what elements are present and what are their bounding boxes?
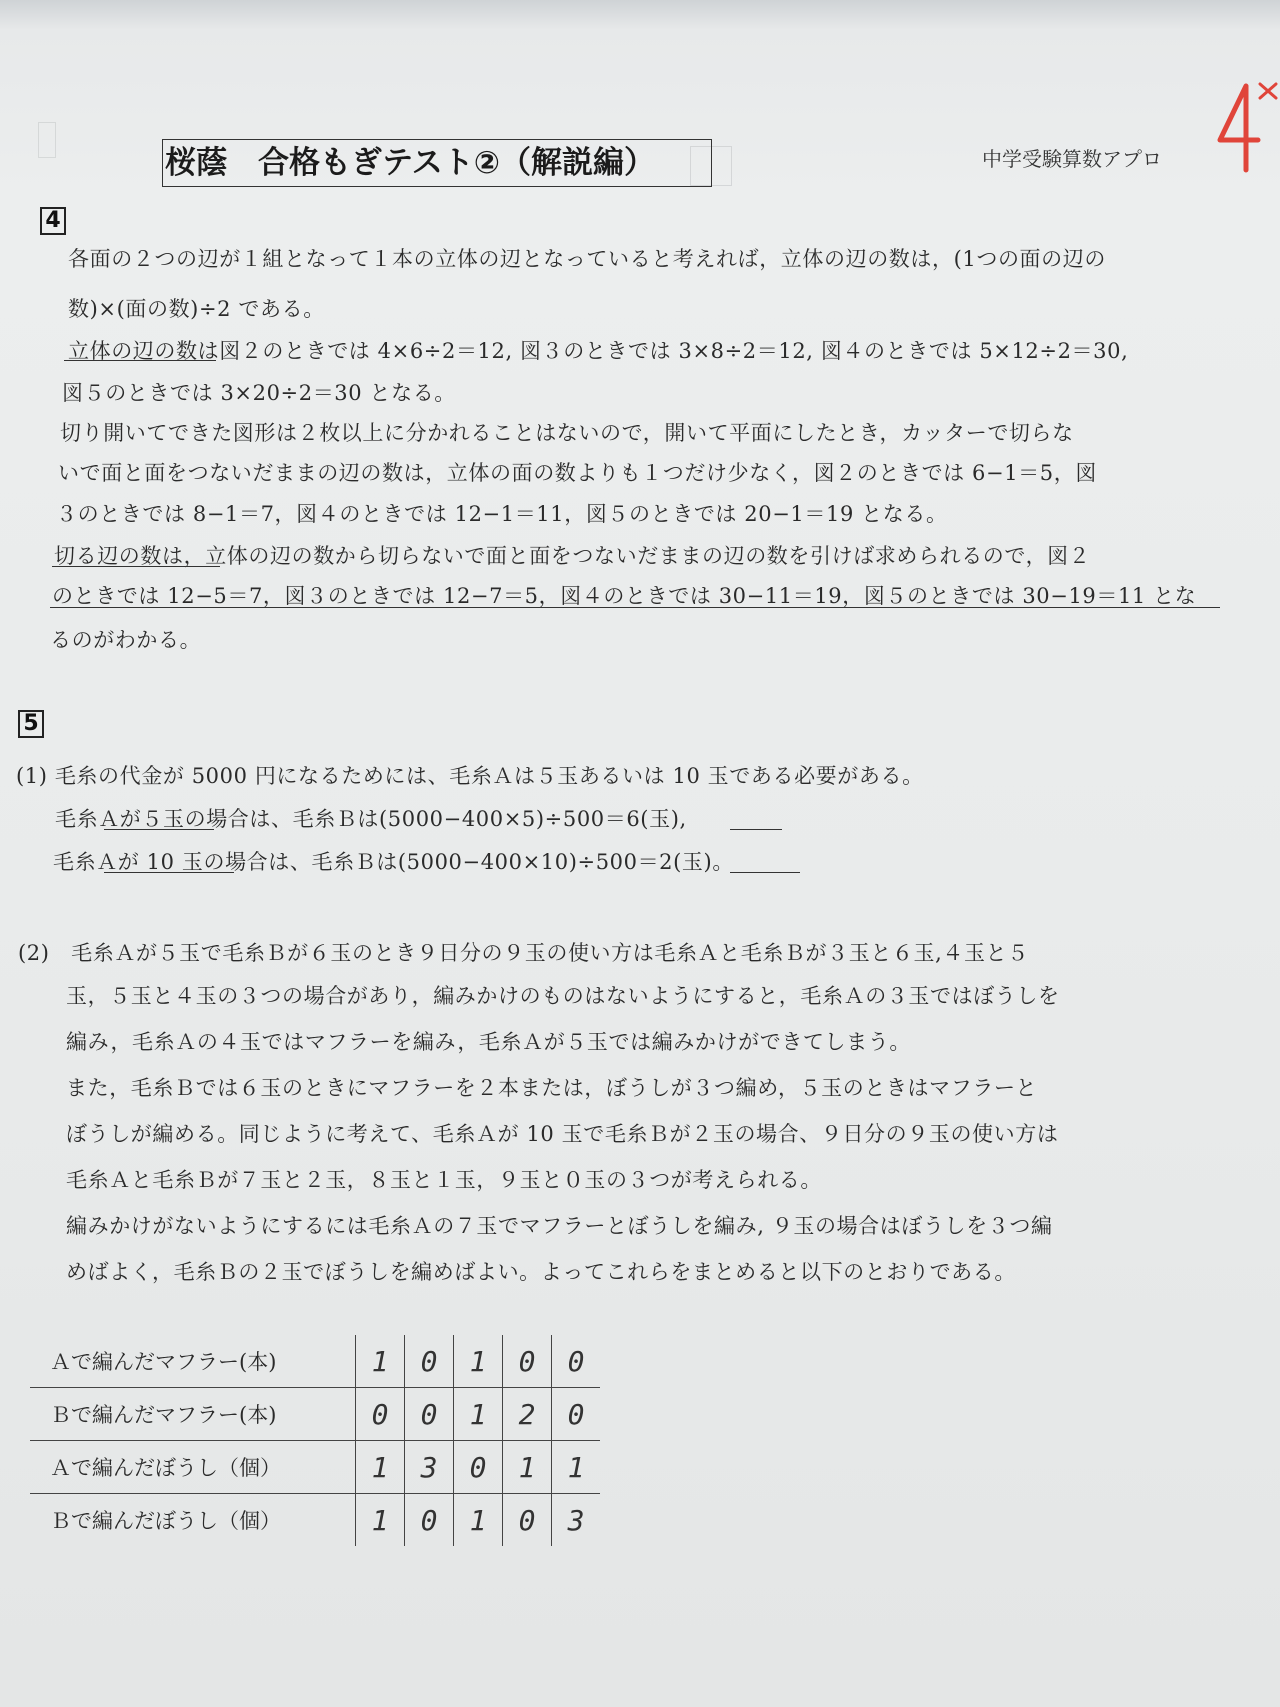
underline [104,872,234,873]
table-row [30,1441,600,1494]
q5-part2-line: ぼうしが編める。同じように考えて、毛糸Ａが 10 玉で毛糸Ｂが２玉の場合、９日分の９玉の使い方は [66,1122,1059,1146]
q4-line: いで面と面をつないだままの辺の数は，立体の面の数よりも１つだけ少なく，図２のときでは 6−1＝5，図 [58,461,1097,485]
table-cell: 2 [503,1388,552,1441]
underline [104,829,214,830]
table-cell: 0 [454,1441,503,1494]
q5-part2-line: 編みかけがないようにするには毛糸Ａの７玉でマフラーとぼうしを編み, ９玉の場合はぼうしを３つ編 [66,1214,1053,1238]
q5-part2-line: 玉，５玉と４玉の３つの場合があり，編みかけのものはないようにすると，毛糸Ａの３玉ではぼうしを [66,984,1060,1008]
q4-line: 切る辺の数は，立体の辺の数から切らないで面と面をつないだままの辺の数を引けば求められるので，図２ [54,544,1091,568]
q5-part2-line: めばよく，毛糸Ｂの２玉でぼうしを編めばよい。よってこれらをまとめると以下のとおりである。 [66,1260,1016,1284]
q4-line: ３のときでは 8−1＝7，図４のときでは 12−1＝11，図５のときでは 20−1＝19 となる。 [56,502,948,526]
underline [730,872,800,873]
table-cell: 3 [552,1494,601,1547]
q4-line: るのがわかる。 [50,628,202,652]
table-cell: 1 [356,1494,405,1547]
table-row [30,1494,600,1547]
table-cell: 1 [454,1494,503,1547]
question-number-5: 5 [18,710,44,738]
q4-line: 立体の辺の数は図２のときでは 4×6÷2＝12, 図３のときでは 3×8÷2＝12, 図４のときでは 5×12÷2＝30, [68,339,1129,363]
q5-part2-line: (2) 毛糸Ａが５玉で毛糸Ｂが６玉のとき９日分の９玉の使い方は毛糸Ａと毛糸Ｂが３玉と６玉,４玉と５ [18,941,1029,965]
q4-line: 各面の２つの辺が１組となって１本の立体の辺となっていると考えれば，立体の辺の数は，(1つの面の辺の [68,247,1106,271]
table-cell: 0 [356,1388,405,1441]
q4-line: 切り開いてできた図形は２枚以上に分かれることはないので，開いて平面にしたとき，カッターで切らな [60,421,1074,445]
q4-line: 図５のときでは 3×20÷2＝30 となる。 [62,381,456,405]
faint-show-through-text [38,122,56,158]
q5-part1-line: 毛糸Ａが５玉の場合は、毛糸Ｂは(5000−400×5)÷500＝6(玉), [55,807,687,831]
row-label: Ｂで編んだぼうし（個） [50,1509,281,1533]
q5-part1-line: 毛糸Ａが 10 玉の場合は、毛糸Ｂは(5000−400×10)÷500＝2(玉)。 [53,850,734,874]
underline [730,829,782,830]
table-cell: 0 [503,1494,552,1547]
table-cell: 0 [552,1388,601,1441]
table-cell: 0 [552,1335,601,1388]
q5-part2-line: 毛糸Ａと毛糸Ｂが７玉と２玉，８玉と１玉，９玉と０玉の３つが考えられる。 [66,1168,822,1192]
question-number-4: 4 [40,207,66,235]
table-cell: 0 [503,1335,552,1388]
row-label: Ｂで編んだマフラー(本) [30,1388,356,1441]
red-grade-stamp-icon [1212,78,1278,178]
table-cell: 1 [454,1388,503,1441]
table-cell: 1 [356,1335,405,1388]
table-cell: 0 [405,1335,454,1388]
table-cell: 1 [552,1441,601,1494]
table-cell: 3 [405,1441,454,1494]
q4-line: のときでは 12−5＝7，図３のときでは 12−7＝5，図４のときでは 30−11＝19，図５のときでは 30−19＝11 とな [52,584,1197,608]
table-cell: 1 [454,1335,503,1388]
table-row [30,1388,600,1441]
q5-part1-line: (1) 毛糸の代金が 5000 円になるためには、毛糸Ａは５玉あるいは 10 玉である必要がある。 [16,764,924,788]
row-label: Ａで編んだぼうし（個） [30,1441,356,1494]
underline [52,566,220,567]
table-cell: 0 [405,1388,454,1441]
underline [50,607,1220,608]
page-title: 桜蔭 合格もぎテスト②（解説編） [162,139,712,187]
summary-table [30,1335,600,1546]
q5-part2-line: 編み，毛糸Ａの４玉ではマフラーを編み，毛糸Ａが５玉では編みかけができてしまう。 [66,1030,911,1054]
table-row [30,1335,600,1388]
series-name: 中学受験算数アプロ [982,147,1162,171]
table-cell: 1 [356,1441,405,1494]
q4-line: 数)×(面の数)÷2 である。 [68,297,325,321]
underline [64,360,216,361]
row-label: Ａで編んだマフラー(本) [30,1335,356,1388]
table-cell: 1 [503,1441,552,1494]
table-cell: 0 [405,1494,454,1547]
q5-part2-line: また，毛糸Ｂでは６玉のときにマフラーを２本または，ぼうしが３つ編め，５玉のときはマフラーと [66,1076,1038,1100]
